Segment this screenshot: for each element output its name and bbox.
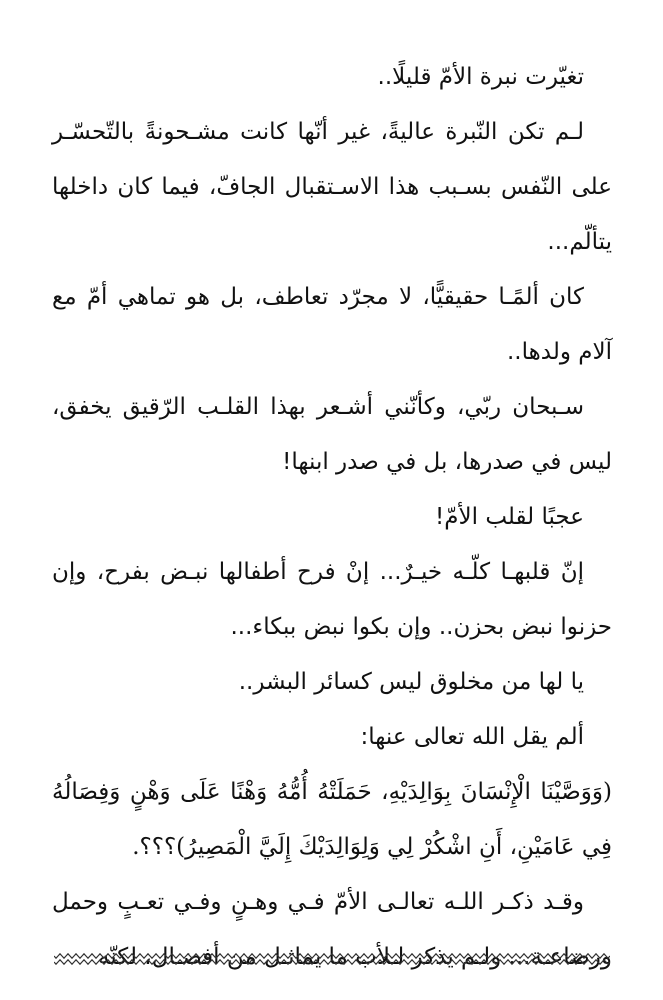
wavy-divider <box>54 952 610 966</box>
paragraph-4: سـبحان ربّي، وكأنّني أشـعر بهذا القلـب الرّقيق يخفق، ليس في صدرها، بل في صدر ابنها! <box>52 394 612 475</box>
paragraph-7: يا لها من مخلوق ليس كسائر البشر.. <box>238 669 584 695</box>
paragraph-5: عجبًا لقلب الأمّ! <box>435 504 584 530</box>
quran-quote: (وَوَصَّيْنَا الْإِنْسَانَ بِوَالِدَيْهِ، حَمَلَتْهُ أُمُّهُ وَهْنًا عَلَى وَهْنٍ وَفِصَالُهُ فِي عَامَيْنِ، أَنِ اشْكُرْ لِي وَلِوَالِدَيْكَ إِلَيَّ الْمَصِيرُ)؟؟؟. <box>52 779 612 860</box>
closing-paragraph: وقـد ذكـر اللـه تعالـى الأمّ فـي وهـنٍ وفـي تعـبٍ وحمل ورضاعـة... ولـم يذكر لـلأب ما يماثـل من أفضـال، لكنّه <box>52 889 612 970</box>
paragraph-1: تغيّرت نبرة الأمّ قليلًا.. <box>377 64 584 90</box>
paragraph-8: ألم يقل الله تعالى عنها: <box>360 724 584 750</box>
paragraph-3: كان ألمًـا حقيقيًّا، لا مجرّد تعاطف، بل هو تماهي أمّ مع آلام ولدها.. <box>52 284 612 365</box>
page-body <box>52 50 612 985</box>
paragraph-6: إنّ قلبهـا كلّـه خيـرٌ... إنْ فرح أطفالها نبـض بفرح، وإن حزنوا نبض بحزن.. وإن بكوا نبض ببكاء... <box>52 559 612 640</box>
paragraph-2: لـم تكن النّبرة عاليةً، غير أنّها كانت مشـحونةً بالتّحسّـر على النّفس بسـبب هذا الاسـتقبال الجافّ، فيما كان داخلها يتألّم... <box>52 119 612 255</box>
